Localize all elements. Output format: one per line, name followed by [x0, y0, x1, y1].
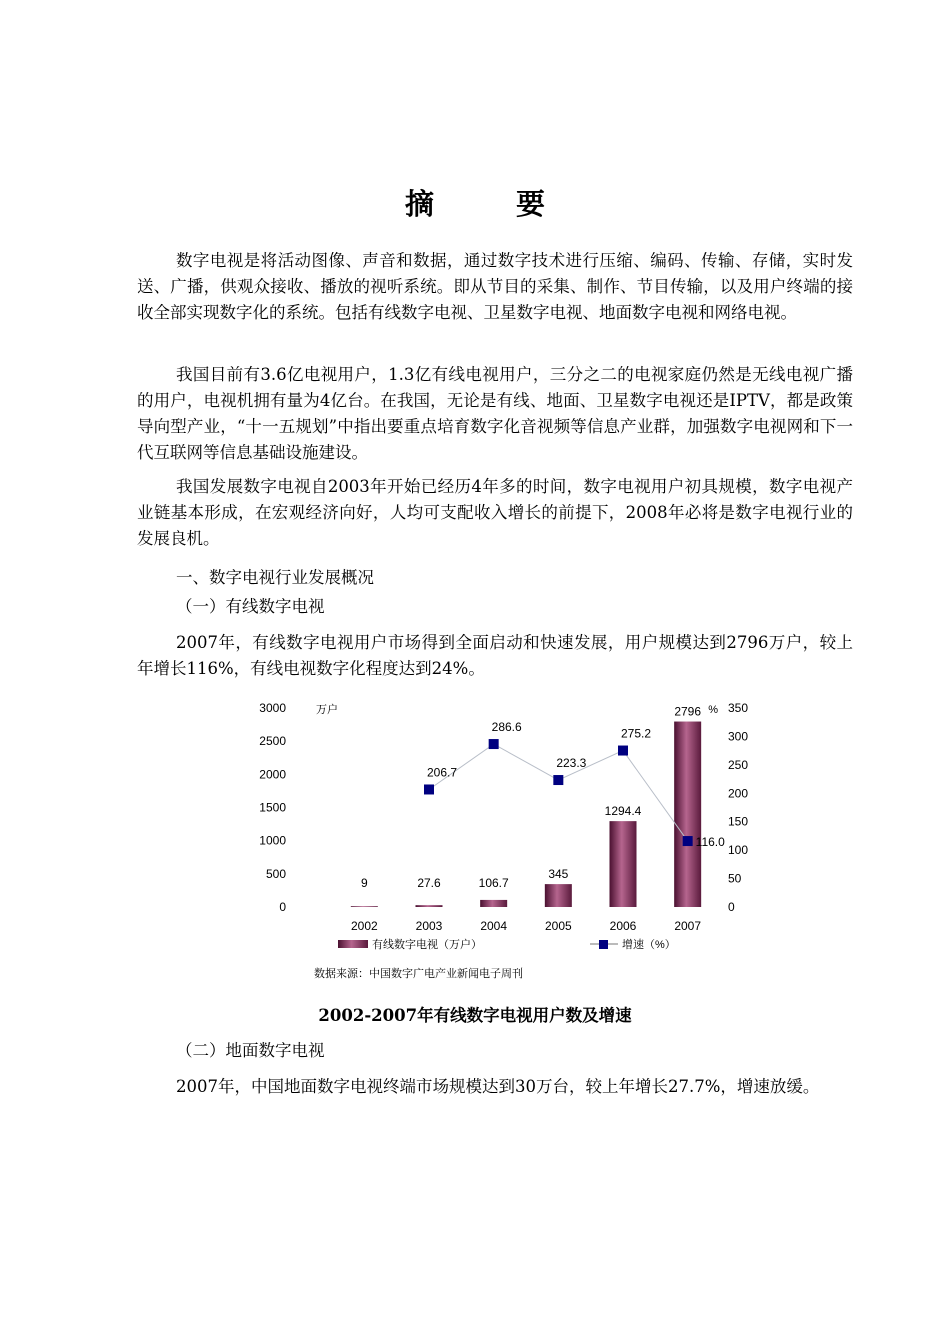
- subsection-heading-cable: （一）有线数字电视: [176, 597, 325, 616]
- bar-2004: [480, 900, 507, 907]
- chart-source: 数据来源：中国数字广电产业新闻电子周刊: [314, 968, 523, 980]
- section-heading-1: 一、数字电视行业发展概况: [176, 568, 374, 587]
- right-axis-tick-label: 350: [728, 701, 749, 715]
- right-axis-tick-label: 250: [728, 757, 749, 772]
- right-axis-tick-label: 50: [728, 871, 742, 886]
- bar-value-label: 27.6: [417, 876, 441, 890]
- right-axis-tick-label: 200: [728, 786, 749, 801]
- legend-line-label: 增速（%）: [622, 939, 676, 951]
- bar-value-label: 106.7: [478, 876, 509, 890]
- x-axis-tick-label: 2004: [480, 919, 508, 933]
- paragraph-terrestrial: 2007年，中国地面数字电视终端市场规模达到30万台，较上年增长27.7%，增速放缓。: [176, 1077, 820, 1096]
- bar-value-label: 1294.4: [604, 804, 642, 819]
- growth-point-2005: [553, 775, 563, 785]
- bar-2007: [674, 722, 701, 907]
- x-axis-tick-label: 2002: [350, 919, 378, 933]
- growth-value-label: 286.6: [491, 720, 522, 735]
- growth-point-2004: [489, 739, 499, 749]
- right-axis-unit: %: [708, 704, 718, 716]
- left-axis-tick-label: 2000: [259, 767, 286, 782]
- x-axis-tick-label: 2005: [544, 919, 572, 933]
- left-axis-tick-label: 1000: [259, 833, 286, 848]
- left-axis-tick-label: 1500: [259, 800, 286, 815]
- subsection-heading-terrestrial: （二）地面数字电视: [176, 1041, 325, 1060]
- left-axis-tick-label: 2500: [259, 734, 286, 749]
- paragraph-3: 我国发展数字电视自2003年开始已经历4年多的时间，数字电视用户初具规模，数字电视产业链基本形成，在宏观经济向好，人均可支配收入增长的前提下，2008年必将是数字电视行业的发展良机。: [137, 477, 853, 548]
- bar-2005: [545, 884, 572, 907]
- legend-bar-swatch: [338, 940, 368, 948]
- bar-value-label: 345: [548, 867, 569, 882]
- right-axis-tick-label: 100: [728, 843, 749, 858]
- left-axis-tick-label: 0: [279, 900, 286, 914]
- x-axis-tick-label: 2006: [609, 919, 637, 933]
- bar-value-label: 2796: [674, 704, 702, 719]
- right-axis-tick-label: 300: [728, 729, 749, 744]
- growth-value-label: 116.0: [695, 835, 725, 850]
- right-axis-tick-label: 0: [728, 900, 735, 914]
- paragraph-1: 数字电视是将活动图像、声音和数据，通过数字技术进行压缩、编码、传输、存储，实时发送、广播，供观众接收、播放的视听系统。即从节目的采集、制作、节目传输，以及用户终端的接收全部实现数字化的系统。包括有线数字电视、卫星数字电视、地面数字电视和网络电视。: [137, 251, 853, 322]
- growth-value-label: 275.2: [621, 726, 652, 741]
- right-axis-tick-label: 150: [728, 814, 749, 829]
- x-axis-tick-label: 2007: [674, 919, 702, 933]
- bar-value-label: 9: [360, 876, 368, 890]
- growth-value-label: 223.3: [556, 756, 587, 771]
- growth-point-2003: [424, 784, 434, 794]
- left-axis-unit: 万户: [316, 704, 338, 716]
- left-axis-tick-label: 500: [265, 866, 286, 881]
- growth-point-2007: [683, 836, 693, 846]
- paragraph-cable: 2007年，有线数字电视用户市场得到全面启动和快速发展，用户规模达到2796万户，较上年增长116%，有线电视数字化程度达到24%。: [137, 633, 853, 678]
- left-axis-tick-label: 3000: [259, 701, 286, 715]
- chart-svg: [250, 695, 770, 995]
- legend-line-marker: [599, 940, 608, 949]
- bar-2006: [610, 821, 637, 907]
- page-title: 摘 要: [404, 187, 582, 221]
- growth-value-label: 206.7: [427, 765, 458, 780]
- x-axis-tick-label: 2003: [415, 919, 443, 933]
- bar-2002: [351, 906, 378, 907]
- growth-point-2006: [618, 746, 628, 756]
- cable-tv-chart: [250, 695, 770, 995]
- bar-2003: [416, 905, 443, 907]
- legend-bar-label: 有线数字电视（万户）: [372, 939, 482, 951]
- paragraph-2: 我国目前有3.6亿电视用户，1.3亿有线电视用户，三分之二的电视家庭仍然是无线电视广播的用户，电视机拥有量为4亿台。在我国，无论是有线、地面、卫星数字电视还是IPTV，都是政策导向型产业，“十一五规划”中指出要重点培育数字化音视频等信息产业群，加强数字电视网和下一代互联网等信息基础设施建设。: [137, 365, 853, 462]
- chart-caption: 2002-2007年有线数字电视用户数及增速: [318, 1006, 632, 1025]
